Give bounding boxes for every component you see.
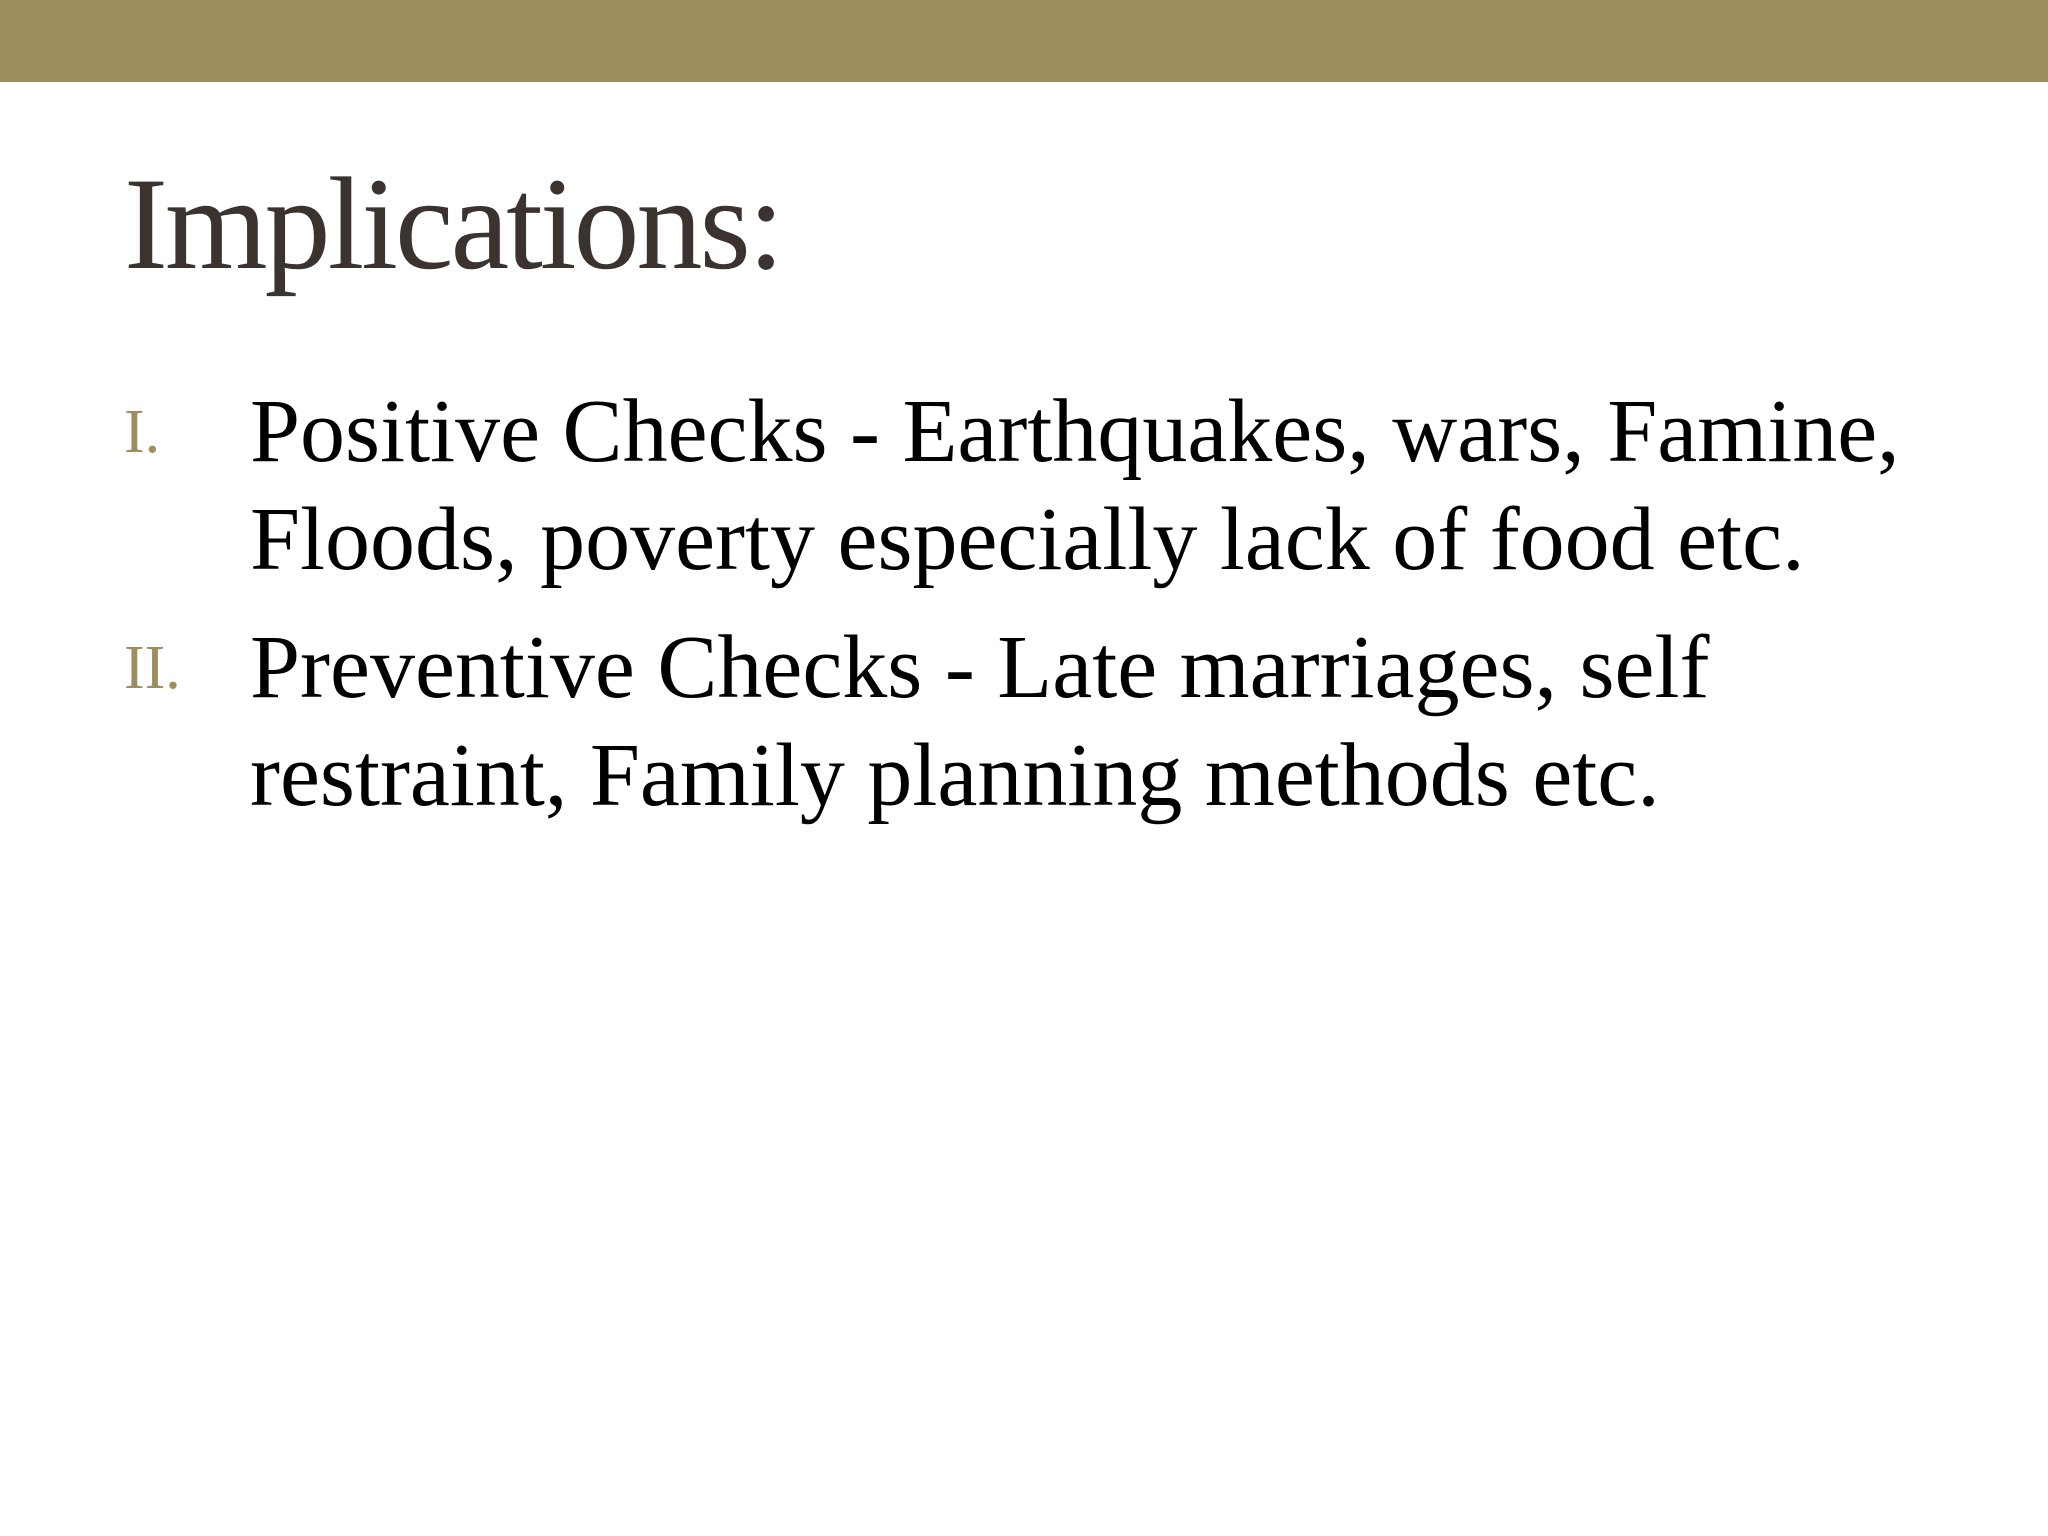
list-item-positive-checks	[124, 378, 1984, 594]
list-item-preventive-checks	[124, 614, 1984, 830]
list-marker: I.	[124, 398, 161, 466]
list-item-text: Positive Checks - Earthquakes, wars, Famine, Floods, poverty especially lack of food etc.	[250, 382, 1900, 589]
list-marker: II.	[124, 634, 181, 702]
slide-title: Implications:	[124, 150, 782, 297]
list-item-text: Preventive Checks - Late marriages, self restraint, Family planning methods etc.	[250, 618, 1710, 825]
header-accent-bar	[0, 0, 2048, 82]
content-list	[124, 378, 1984, 850]
